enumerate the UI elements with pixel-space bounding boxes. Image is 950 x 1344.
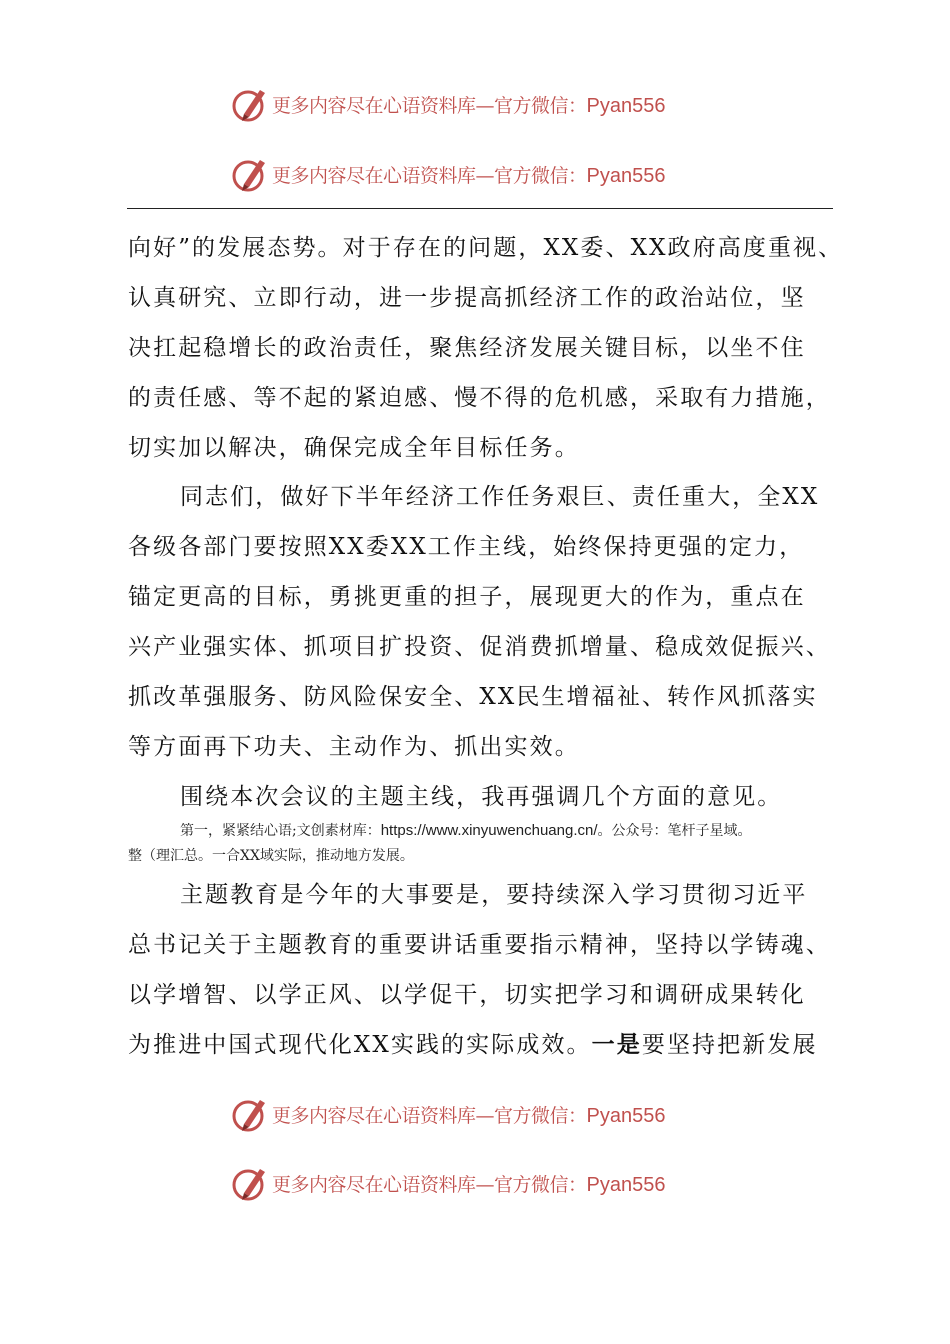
text-line: 为推进中国式现代化XX实践的实际成效。一是要坚持把新发展 (128, 1031, 818, 1058)
text-line: 同志们，做好下半年经济工作任务艰巨、责任重大，全XX (180, 484, 820, 510)
bold-marker: 一是 (591, 1031, 642, 1058)
pen-logo-icon (230, 154, 270, 194)
pen-logo-icon (230, 84, 270, 124)
text-line: 兴产业强实体、抓项目扩投资、促消费抓增量、稳成效促振兴、 (128, 634, 831, 660)
header-rule (127, 208, 833, 209)
text-line: 总书记关于主题教育的重要讲话重要指示精神，坚持以学铸魂、 (128, 932, 831, 958)
pen-logo-icon (230, 1163, 270, 1203)
text-line: 各级各部门要按照XX委XX工作主线，始终保持更强的定力， (128, 534, 805, 560)
small-note-line2: 整（理汇总。一合XX域实际，推动地方发展。 (128, 848, 414, 864)
watermark-banner: 更多内容尽在心语资料库—官方微信：Pyan556 (230, 84, 665, 124)
text-line: 决扛起稳增长的政治责任，聚焦经济发展关键目标，以坐不住 (128, 335, 806, 361)
text-line: 向好”的发展态势。对于存在的问题，XX委、XX政府高度重视、 (128, 235, 844, 261)
text-line: 抓改革强服务、防风险保安全、XX民生增福祉、转作风抓落实 (128, 684, 818, 710)
pen-logo-icon (230, 1094, 270, 1134)
text-line: 认真研究、立即行动，进一步提高抓经济工作的政治站位，坚 (128, 285, 806, 311)
text-line: 以学增智、以学正风、以学促干，切实把学习和调研成果转化 (128, 982, 806, 1008)
text-line: 的责任感、等不起的紧迫感、慢不得的危机感，采取有力措施， (128, 385, 831, 411)
text-line: 等方面再下功夫、主动作为、抓出实效。 (128, 734, 580, 760)
small-note: 第一，紧紧结心语;文创素材库：https://www.xinyuwenchuang.cn/。公众号：笔杆子星域。 (180, 822, 752, 839)
text-line: 切实加以解决，确保完成全年目标任务。 (128, 435, 580, 461)
text-line: 主题教育是今年的大事要是，要持续深入学习贯彻习近平 (180, 882, 808, 908)
text-line: 围绕本次会议的主题主线，我再强调几个方面的意见。 (180, 784, 783, 810)
watermark-banner: 更多内容尽在心语资料库—官方微信：Pyan556 (230, 1163, 665, 1203)
watermark-banner: 更多内容尽在心语资料库—官方微信：Pyan556 (230, 1094, 665, 1134)
resource-url: https://www.xinyuwenchuang.cn/ (380, 822, 598, 839)
watermark-banner: 更多内容尽在心语资料库—官方微信：Pyan556 (230, 154, 665, 194)
text-line: 锚定更高的目标，勇挑更重的担子，展现更大的作为，重点在 (128, 584, 806, 610)
